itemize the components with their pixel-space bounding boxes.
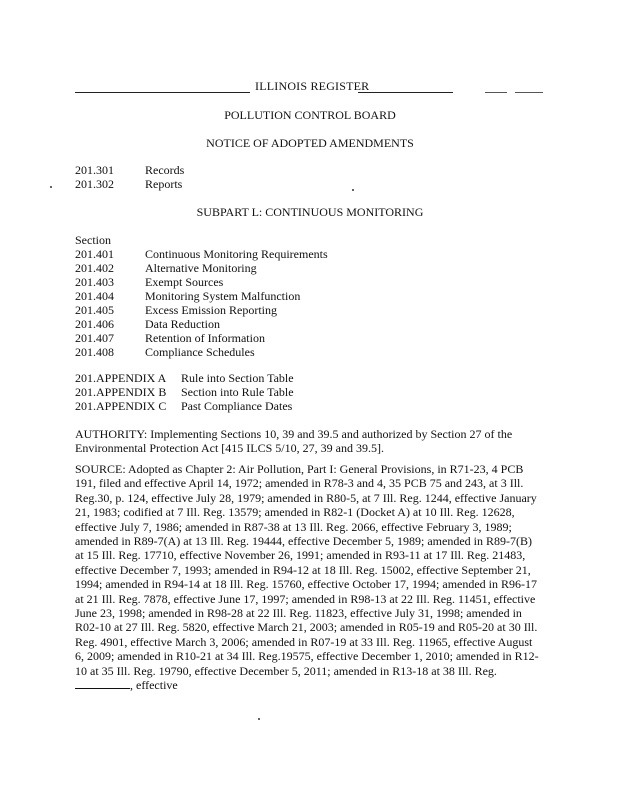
source-line: effective July 7, 1986; amended in R87-38 at 13 Ill. Reg. 2066, effective February 3, 1989; — [75, 519, 512, 534]
source-line: amended in R89-7(A) at 13 Ill. Reg. 19444, effective December 5, 1989; amended in R89-7(B) — [75, 534, 532, 549]
toc-row — [75, 275, 223, 290]
toc-row — [75, 317, 220, 332]
section-title: Compliance Schedules — [145, 345, 255, 359]
toc-row — [75, 345, 255, 360]
toc-row — [75, 331, 265, 346]
section-title: Continuous Monitoring Requirements — [145, 247, 328, 261]
source-last-line — [75, 678, 549, 692]
section-number: 201.408 — [75, 345, 114, 359]
authority-line: Environmental Protection Act [415 ILCS 5/10, 27, 39 and 39.5]. — [75, 441, 384, 456]
source-line: SOURCE: Adopted as Chapter 2: Air Pollution, Part I: General Provisions, in R71-23, 4 PCB — [75, 462, 524, 476]
section-label: Section — [75, 233, 111, 247]
source-line: R02-10 at 27 Ill. Reg. 5820, effective March 21, 2003; amended in R05-19 and R05-20 at 30 Ill. — [75, 620, 538, 635]
source-line: effective December 7, 1993; amended in R94-12 at 18 Ill. Reg. 15002, effective September 21, — [75, 562, 531, 577]
section-title: Monitoring System Malfunction — [145, 289, 301, 303]
appendix-title: Rule into Section Table — [181, 371, 294, 385]
appendix-row — [75, 385, 294, 400]
scan-speck — [50, 186, 52, 188]
section-number: 201.302 — [75, 177, 114, 191]
register-header — [75, 79, 545, 95]
section-title: Data Reduction — [145, 317, 220, 331]
section-title: Excess Emission Reporting — [145, 303, 277, 317]
appendix-number: 201.APPENDIX C — [75, 399, 167, 413]
section-number: 201.406 — [75, 317, 114, 331]
appendix-row — [75, 399, 292, 414]
section-number: 201.407 — [75, 331, 114, 345]
header-dash — [485, 92, 507, 93]
source-line: June 23, 1998; amended in R98-28 at 22 Ill. Reg. 11823, effective July 31, 1998; amended in — [75, 606, 522, 621]
notice-title: NOTICE OF ADOPTED AMENDMENTS — [206, 136, 414, 150]
appendix-title: Section into Rule Table — [181, 385, 294, 399]
header-dash — [515, 92, 543, 93]
toc-row — [75, 177, 182, 192]
appendix-number: 201.APPENDIX A — [75, 371, 167, 385]
source-line: at 15 Ill. Reg. 17710, effective November 26, 1991; amended in R93-11 at 17 Ill. Reg. 21483, — [75, 548, 526, 563]
source-line: 1994; amended in R94-14 at 18 Ill. Reg. 15760, effective October 17, 1994; amended in R96-17 — [75, 577, 538, 592]
source-paragraph — [75, 462, 549, 693]
appendix-row — [75, 371, 294, 386]
section-number: 201.301 — [75, 163, 114, 177]
scan-speck — [258, 718, 260, 720]
section-title: Reports — [145, 177, 183, 191]
section-title: Records — [145, 163, 185, 177]
source-last-suffix: , effective — [130, 678, 178, 693]
subpart-title: SUBPART L: CONTINUOUS MONITORING — [196, 205, 424, 219]
section-number: 201.403 — [75, 275, 114, 289]
source-line: Reg.30, p. 124, effective July 28, 1979; amended in R80-5, at 7 Ill. Reg. 1244, effective January — [75, 490, 537, 505]
scan-speck — [352, 189, 354, 191]
toc-row — [75, 289, 300, 304]
section-number: 201.404 — [75, 289, 114, 303]
authority-paragraph — [75, 427, 549, 456]
source-line: 191, filed and effective April 14, 1972; amended in R78-3 and 4, 35 PCB 75 and 243, at 3 Ill. — [75, 476, 524, 491]
header-rule-left — [75, 92, 250, 93]
toc-row — [75, 261, 257, 276]
section-title: Retention of Information — [145, 331, 265, 345]
section-title: Alternative Monitoring — [145, 261, 257, 275]
agency-name: POLLUTION CONTROL BOARD — [224, 108, 396, 122]
section-number: 201.405 — [75, 303, 114, 317]
authority-line: AUTHORITY: Implementing Sections 10, 39 and 39.5 and authorized by Section 27 of the — [75, 427, 513, 441]
source-line: 6, 2009; amended in R10-21 at 34 Ill. Reg.19575, effective December 1, 2010; amended in R12- — [75, 649, 539, 664]
appendix-title: Past Compliance Dates — [181, 399, 293, 413]
blank-fill-line — [75, 678, 130, 689]
appendix-number: 201.APPENDIX B — [75, 385, 167, 399]
source-line: Reg. 4901, effective March 3, 2006; amended in R07-19 at 33 Ill. Reg. 11965, effective August — [75, 634, 533, 649]
source-line: 10 at 35 Ill. Reg. 19790, effective December 5, 2011; amended in R13-18 at 38 Ill. Reg. — [75, 663, 497, 678]
section-number: 201.402 — [75, 261, 114, 275]
source-line: at 21 Ill. Reg. 7878, effective June 17, 1997; amended in R98-13 at 22 Ill. Reg. 11451, effective — [75, 591, 536, 606]
section-number: 201.401 — [75, 247, 114, 261]
register-title: ILLINOIS REGISTER — [255, 79, 370, 93]
source-line: 21, 1983; codified at 7 Ill. Reg. 13579; amended in R82-1 (Docket A) at 10 Ill. Reg. 12628, — [75, 505, 515, 520]
toc-row — [75, 247, 328, 262]
header-rule-right — [358, 92, 453, 93]
toc-row — [75, 303, 277, 318]
toc-row — [75, 163, 184, 178]
section-title: Exempt Sources — [145, 275, 224, 289]
